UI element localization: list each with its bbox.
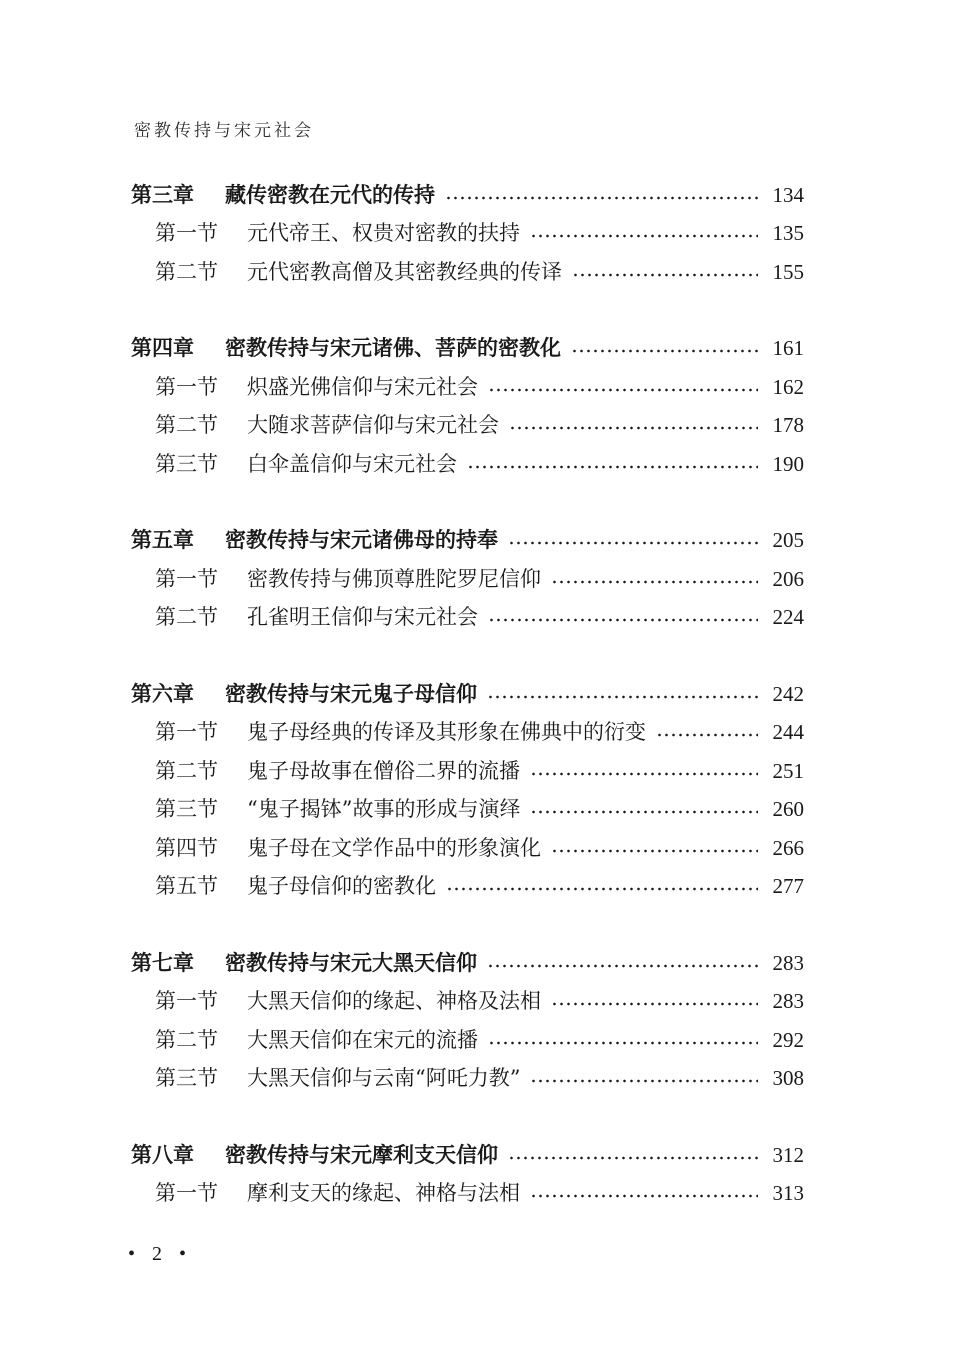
dot-leader	[551, 1002, 758, 1006]
dot-leader	[551, 580, 758, 584]
section-number: 第五节	[155, 874, 218, 898]
section-number: 第一节	[155, 221, 218, 245]
section-number: 第三节	[155, 797, 218, 821]
section-title: 大随求菩萨信仰与宋元社会	[247, 413, 499, 437]
page-number: 277	[772, 874, 804, 898]
page-number: 313	[772, 1181, 804, 1205]
dot-leader	[572, 273, 758, 277]
chapter-title: 密教传持与宋元诸佛、菩萨的密教化	[225, 336, 561, 360]
dot-leader	[656, 733, 758, 737]
section-title: 鬼子母故事在僧俗二界的流播	[247, 759, 520, 783]
page-number: 206	[772, 567, 804, 591]
section-title: 鬼子母信仰的密教化	[247, 874, 436, 898]
section-title: 大黑天信仰与云南“阿吒力教”	[247, 1066, 521, 1090]
page-number: 292	[772, 1028, 804, 1052]
page-number: 135	[772, 221, 804, 245]
toc-chapter-entry[interactable]	[131, 525, 804, 555]
section-title: 密教传持与佛顶尊胜陀罗尼信仰	[247, 567, 541, 591]
toc-section-entry[interactable]	[155, 794, 804, 824]
section-title: 鬼子母在文学作品中的形象演化	[247, 836, 541, 860]
page-number: 161	[772, 336, 804, 360]
dot-leader	[530, 1194, 758, 1198]
section-number: 第二节	[155, 413, 218, 437]
chapter-title: 密教传持与宋元摩利支天信仰	[225, 1143, 498, 1167]
page-number: 283	[772, 951, 804, 975]
toc-section-entry[interactable]	[155, 986, 804, 1016]
section-number: 第一节	[155, 720, 218, 744]
toc-section-entry[interactable]	[155, 871, 804, 901]
toc-section-entry[interactable]	[155, 257, 804, 287]
section-title: 鬼子母经典的传译及其形象在佛典中的衍变	[247, 720, 646, 744]
page-number: 266	[772, 836, 804, 860]
chapter-title: 密教传持与宋元大黑天信仰	[225, 951, 477, 975]
chapter-number: 第六章	[131, 682, 194, 706]
toc-section-entry[interactable]	[155, 1178, 804, 1208]
page-number: 312	[772, 1143, 804, 1167]
toc-section-entry[interactable]	[155, 372, 804, 402]
toc-chapter-entry[interactable]	[131, 948, 804, 978]
page-number: 283	[772, 989, 804, 1013]
dot-leader	[551, 849, 758, 853]
page-number: 224	[772, 605, 804, 629]
section-number: 第一节	[155, 1181, 218, 1205]
dot-leader	[487, 964, 758, 968]
dot-leader	[488, 1041, 758, 1045]
dot-leader	[508, 1156, 758, 1160]
section-title: 大黑天信仰在宋元的流播	[247, 1028, 478, 1052]
dot-leader	[530, 1079, 758, 1083]
toc-section-entry[interactable]	[155, 564, 804, 594]
dot-leader	[488, 618, 758, 622]
dot-leader	[530, 234, 758, 238]
section-number: 第四节	[155, 836, 218, 860]
section-title: “鬼子揭钵”故事的形成与演绎	[247, 797, 521, 821]
dot-leader	[509, 426, 758, 430]
dot-leader	[446, 887, 758, 891]
dot-leader	[467, 465, 758, 469]
section-number: 第三节	[155, 452, 218, 476]
section-number: 第一节	[155, 567, 218, 591]
toc-section-entry[interactable]	[155, 833, 804, 863]
chapter-number: 第七章	[131, 951, 194, 975]
chapter-number: 第五章	[131, 528, 194, 552]
toc-chapter-entry[interactable]	[131, 679, 804, 709]
section-title: 大黑天信仰的缘起、神格及法相	[247, 989, 541, 1013]
toc-section-entry[interactable]	[155, 756, 804, 786]
chapter-number: 第八章	[131, 1143, 194, 1167]
toc-section-entry[interactable]	[155, 218, 804, 248]
section-number: 第三节	[155, 1066, 218, 1090]
section-title: 白伞盖信仰与宋元社会	[247, 452, 457, 476]
toc-section-entry[interactable]	[155, 717, 804, 747]
section-number: 第一节	[155, 375, 218, 399]
page-number: 260	[772, 797, 804, 821]
chapter-title: 密教传持与宋元鬼子母信仰	[225, 682, 477, 706]
toc-chapter-entry[interactable]	[131, 333, 804, 363]
toc-section-entry[interactable]	[155, 1063, 804, 1093]
toc-section-entry[interactable]	[155, 602, 804, 632]
section-title: 炽盛光佛信仰与宋元社会	[247, 375, 478, 399]
dot-leader	[487, 695, 758, 699]
toc-section-entry[interactable]	[155, 1025, 804, 1055]
page-number: 242	[772, 682, 804, 706]
page-number: 308	[772, 1066, 804, 1090]
dot-leader	[530, 772, 758, 776]
page-number: 178	[772, 413, 804, 437]
dot-leader	[445, 196, 758, 200]
dot-leader	[488, 388, 758, 392]
dot-leader	[530, 810, 758, 814]
chapter-title: 藏传密教在元代的传持	[225, 183, 435, 207]
running-head: 密教传持与宋元社会	[134, 121, 314, 141]
dot-leader	[508, 541, 758, 545]
section-title: 孔雀明王信仰与宋元社会	[247, 605, 478, 629]
page-number: 251	[772, 759, 804, 783]
section-title: 元代帝王、权贵对密教的扶持	[247, 221, 520, 245]
chapter-number: 第三章	[131, 183, 194, 207]
chapter-number: 第四章	[131, 336, 194, 360]
section-number: 第二节	[155, 1028, 218, 1052]
page-number: 134	[772, 183, 804, 207]
section-number: 第二节	[155, 260, 218, 284]
page-number: 155	[772, 260, 804, 284]
page-number: 205	[772, 528, 804, 552]
toc-section-entry[interactable]	[155, 410, 804, 440]
page-folio: • 2 •	[128, 1243, 193, 1265]
toc-section-entry[interactable]	[155, 449, 804, 479]
chapter-title: 密教传持与宋元诸佛母的持奉	[225, 528, 498, 552]
page-number: 244	[772, 720, 804, 744]
section-number: 第二节	[155, 759, 218, 783]
section-title: 摩利支天的缘起、神格与法相	[247, 1181, 520, 1205]
page-number: 190	[772, 452, 804, 476]
toc-chapter-entry[interactable]	[131, 1140, 804, 1170]
page-number: 162	[772, 375, 804, 399]
dot-leader	[571, 349, 758, 353]
section-number: 第二节	[155, 605, 218, 629]
section-title: 元代密教高僧及其密教经典的传译	[247, 260, 562, 284]
section-number: 第一节	[155, 989, 218, 1013]
toc-chapter-entry[interactable]	[131, 180, 804, 210]
